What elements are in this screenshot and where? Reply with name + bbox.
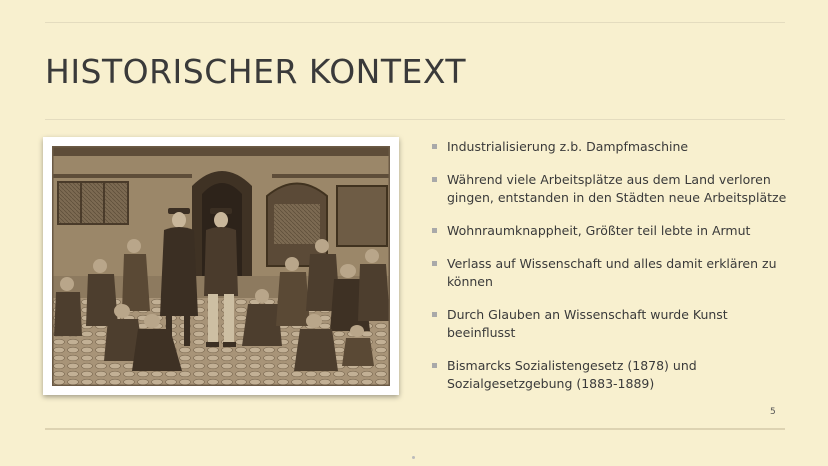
- list-item: [430, 222, 790, 240]
- bullet-text: Durch Glauben an Wissenschaft wurde Kunst beeinflusst: [447, 307, 728, 340]
- bullet-text: Wohnraumknappheit, Größter teil lebte in Armut: [447, 223, 751, 238]
- bullet-text: Während viele Arbeitsplätze aus dem Land verloren gingen, entstanden in den Städten neue Arbeitsplätze: [447, 172, 787, 205]
- bullet-square-icon: [432, 177, 437, 182]
- list-item: [430, 171, 790, 207]
- list-item: [430, 138, 790, 156]
- bullet-text: Industrialisierung z.b. Dampfmaschine: [447, 139, 689, 154]
- bullet-text: Verlass auf Wissenschaft und alles damit erklären zu können: [447, 256, 777, 289]
- list-item: [430, 357, 790, 393]
- bullet-square-icon: [432, 363, 437, 368]
- bottom-divider: [45, 428, 785, 430]
- historical-engraving-image: [43, 137, 399, 395]
- bullet-list: [430, 138, 790, 408]
- bullet-square-icon: [432, 228, 437, 233]
- engraving-illustration: [52, 146, 390, 386]
- title-divider: [45, 119, 785, 120]
- slide-title: HISTORISCHER KONTEXT: [45, 52, 467, 91]
- bullet-text: Bismarcks Sozialistengesetz (1878) und Sozialgesetzgebung (1883-1889): [447, 358, 697, 391]
- top-divider: [45, 22, 785, 23]
- bullet-square-icon: [432, 312, 437, 317]
- list-item: [430, 255, 790, 291]
- bottom-marker: [412, 456, 415, 459]
- bullet-square-icon: [432, 261, 437, 266]
- page-number: 5: [770, 407, 776, 417]
- bullet-square-icon: [432, 144, 437, 149]
- list-item: [430, 306, 790, 342]
